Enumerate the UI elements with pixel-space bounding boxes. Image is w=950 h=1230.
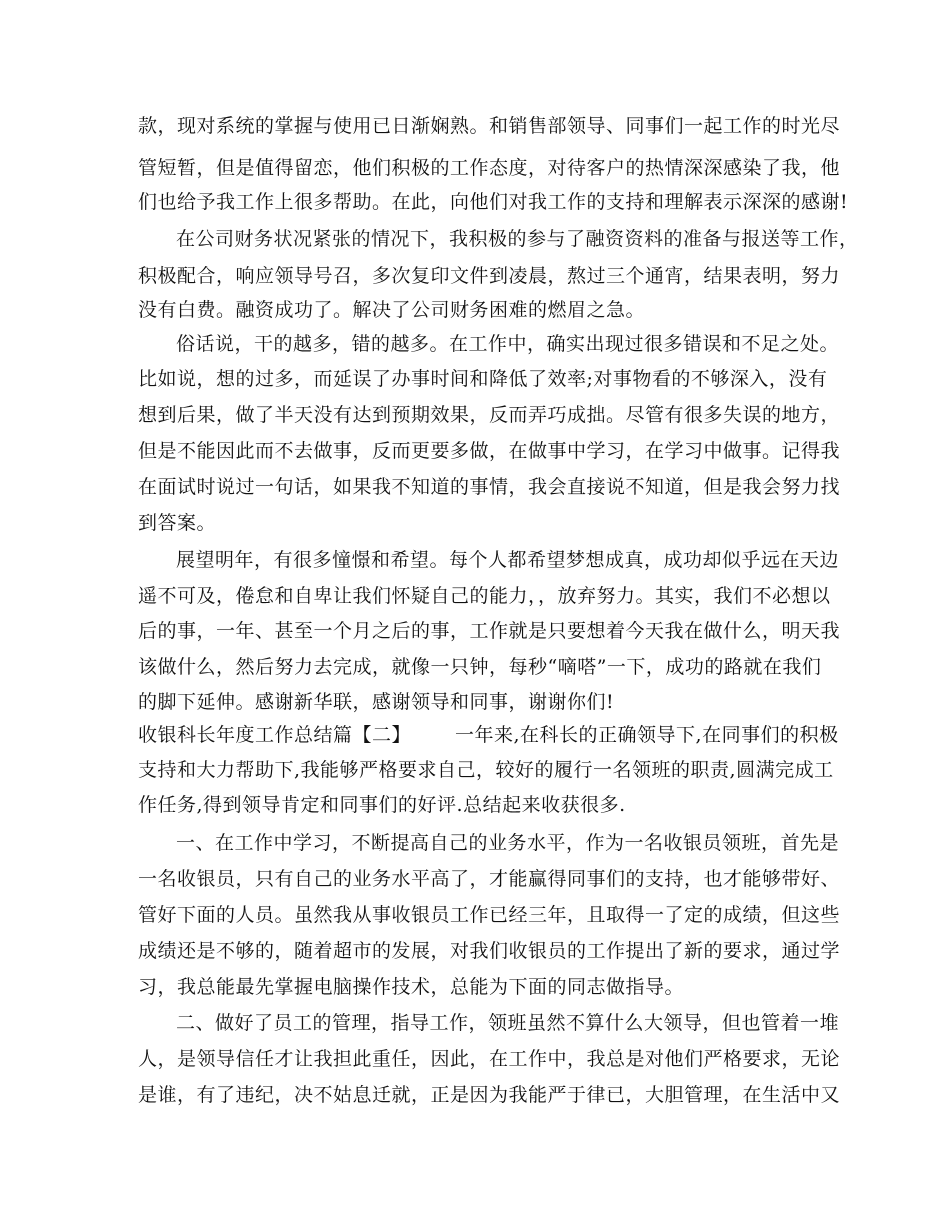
text-line: 习，我总能最先掌握电脑操作技术，总能为下面的同志做指导。	[138, 976, 685, 998]
paragraph-first-line: 一、在工作中学习，不断提高自己的业务水平，作为一名收银员领班，首先是	[176, 832, 840, 854]
text-line: 的脚下延伸。感谢新华联，感谢领导和同事，谢谢你们!	[138, 691, 615, 713]
section-intro-text: 一年来,在科长的正确领导下,在同事们的积极	[455, 724, 839, 746]
text-line: 该做什么，然后努力去完成，就像一只钟，每秒“嘀嗒”一下，成功的路就在我们	[138, 656, 822, 678]
text-line: 后的事，一年、甚至一个月之后的事，工作就是只要想着今天我在做什么，明天我	[138, 620, 841, 642]
text-line: 作任务,得到领导肯定和同事们的好评.总结起来收获很多.	[138, 794, 626, 816]
paragraph-first-line: 俗话说，干的越多，错的越多。在工作中，确实出现过很多错误和不足之处。	[176, 333, 840, 355]
text-line: 比如说，想的过多，而延误了办事时间和降低了效率;对事物看的不够深入，没有	[138, 368, 828, 390]
paragraph-first-line: 二、做好了员工的管理，指导工作，领班虽然不算什么大领导，但也管着一堆	[176, 1012, 840, 1034]
text-line: 们也给予我工作上很多帮助。在此，向他们对我工作的支持和理解表示深深的感谢!	[138, 191, 849, 213]
text-line: 一名收银员，只有自己的业务水平高了，才能赢得同事们的支持，也才能够带好、	[138, 868, 841, 890]
text-line: 成绩还是不够的，随着超市的发展，对我们收银员的工作提出了新的要求，通过学	[138, 940, 841, 962]
text-line: 没有白费。融资成功了。解决了公司财务困难的燃眉之急。	[138, 299, 646, 321]
text-line: 管短暂，但是值得留恋，他们积极的工作态度，对待客户的热情深深感染了我，他	[138, 157, 841, 179]
text-line: 人，是领导信任才让我担此重任，因此，在工作中，我总是对他们严格要求，无论	[138, 1048, 841, 1070]
text-line: 款，现对系统的掌握与使用已日渐娴熟。和销售部领导、同事们一起工作的时光尽	[138, 115, 841, 137]
paragraph-first-line: 在公司财务状况紧张的情况下，我积极的参与了融资资料的准备与报送等工作，	[176, 228, 859, 250]
text-line: 支持和大力帮助下,我能够严格要求自己，较好的履行一名领班的职责,圆满完成工	[138, 759, 834, 781]
section-heading-line	[138, 719, 839, 751]
text-line: 积极配合，响应领导号召，多次复印文件到凌晨，熬过三个通宵，结果表明，努力	[138, 265, 841, 287]
text-line: 遥不可及，倦怠和自卑让我们怀疑自己的能力，，放弃努力。其实，我们不必想以	[138, 585, 831, 607]
text-line: 在面试时说过一句话，如果我不知道的事情，我会直接说不知道，但是我会努力找	[138, 476, 841, 498]
section-title: 收银科长年度工作总结篇【二】	[138, 724, 412, 746]
text-line: 但是不能因此而不去做事，反而更要多做，在做事中学习，在学习中做事。记得我	[138, 440, 841, 462]
paragraph-first-line: 展望明年，有很多憧憬和希望。每个人都希望梦想成真，成功却似乎远在天边	[176, 549, 840, 571]
text-line: 想到后果，做了半天没有达到预期效果，反而弄巧成拙。尽管有很多失误的地方，	[138, 404, 841, 426]
text-line: 是谁，有了违纪，决不姑息迁就，正是因为我能严于律已，大胆管理，在生活中又	[138, 1084, 841, 1106]
text-line: 管好下面的人员。虽然我从事收银员工作已经三年，且取得一了定的成绩，但这些	[138, 904, 841, 926]
text-line: 到答案。	[138, 512, 217, 534]
